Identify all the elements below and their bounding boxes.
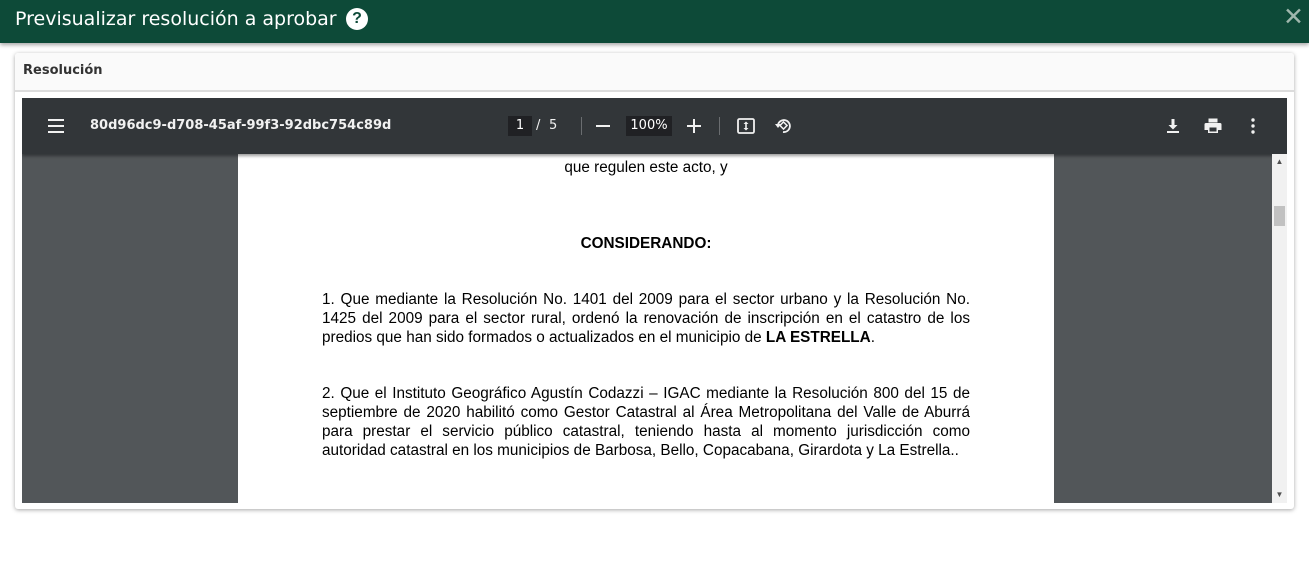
zoom-in-icon[interactable] [687, 119, 701, 133]
scrollbar-thumb[interactable] [1274, 206, 1285, 226]
scroll-down-icon[interactable]: ▼ [1275, 490, 1284, 499]
pdf-page [238, 142, 1054, 503]
document-name: 80d96dc9-d708-45af-99f3-92dbc754c89d [90, 118, 392, 133]
paragraph-2: 2. Que el Instituto Geográfico Agustín Codazzi – IGAC mediante la Resolución 800 del 15 de septiembre de 2020 habilitó como Gestor Catastral al Área Metropolitana del Valle de Aburrá para prestar el servicio público catastral, teniendo hasta al momento jurisdicción como autoridad catastral en los municipios de Barbosa, Bello, Copacabana, Girardota y La Estrella.. [322, 385, 970, 459]
help-icon[interactable]: ? [346, 8, 368, 30]
more-options-icon[interactable] [1243, 116, 1263, 136]
text-line: que regulen este acto, y [564, 159, 728, 176]
print-icon[interactable] [1203, 116, 1223, 136]
card-header [15, 53, 1294, 92]
toolbar-divider [719, 117, 720, 135]
zoom-level-input[interactable]: 100% [626, 116, 672, 136]
close-icon[interactable]: ✕ [1283, 2, 1304, 31]
fit-to-page-icon[interactable] [736, 116, 756, 136]
dialog-title: Previsualizar resolución a aprobar [15, 8, 337, 30]
toolbar-divider [581, 117, 582, 135]
menu-icon[interactable] [46, 117, 66, 135]
page-number-input[interactable]: 1 [508, 116, 532, 136]
pdf-viewer [22, 98, 1287, 503]
zoom-out-icon[interactable] [596, 125, 610, 127]
vertical-scrollbar[interactable] [1272, 154, 1287, 503]
paragraph-1: 1. Que mediante la Resolución No. 1401 del 2009 para el sector urbano y la Resolución No. 1425 del 2009 para el sector rural, ordenó la renovación de inscripción en el catastro de los predios que han sido formados o actualizados en el municipio de LA ESTRELLA. [322, 291, 970, 346]
pdf-toolbar [22, 98, 1287, 154]
card-title: Resolución [23, 63, 103, 78]
rotate-icon[interactable] [773, 116, 793, 136]
download-icon[interactable] [1163, 116, 1183, 136]
page-separator: / [536, 118, 541, 133]
page-total: 5 [549, 118, 558, 133]
section-heading: CONSIDERANDO: [580, 235, 712, 252]
scroll-up-icon[interactable]: ▲ [1275, 157, 1284, 166]
dialog-header [0, 0, 1309, 43]
